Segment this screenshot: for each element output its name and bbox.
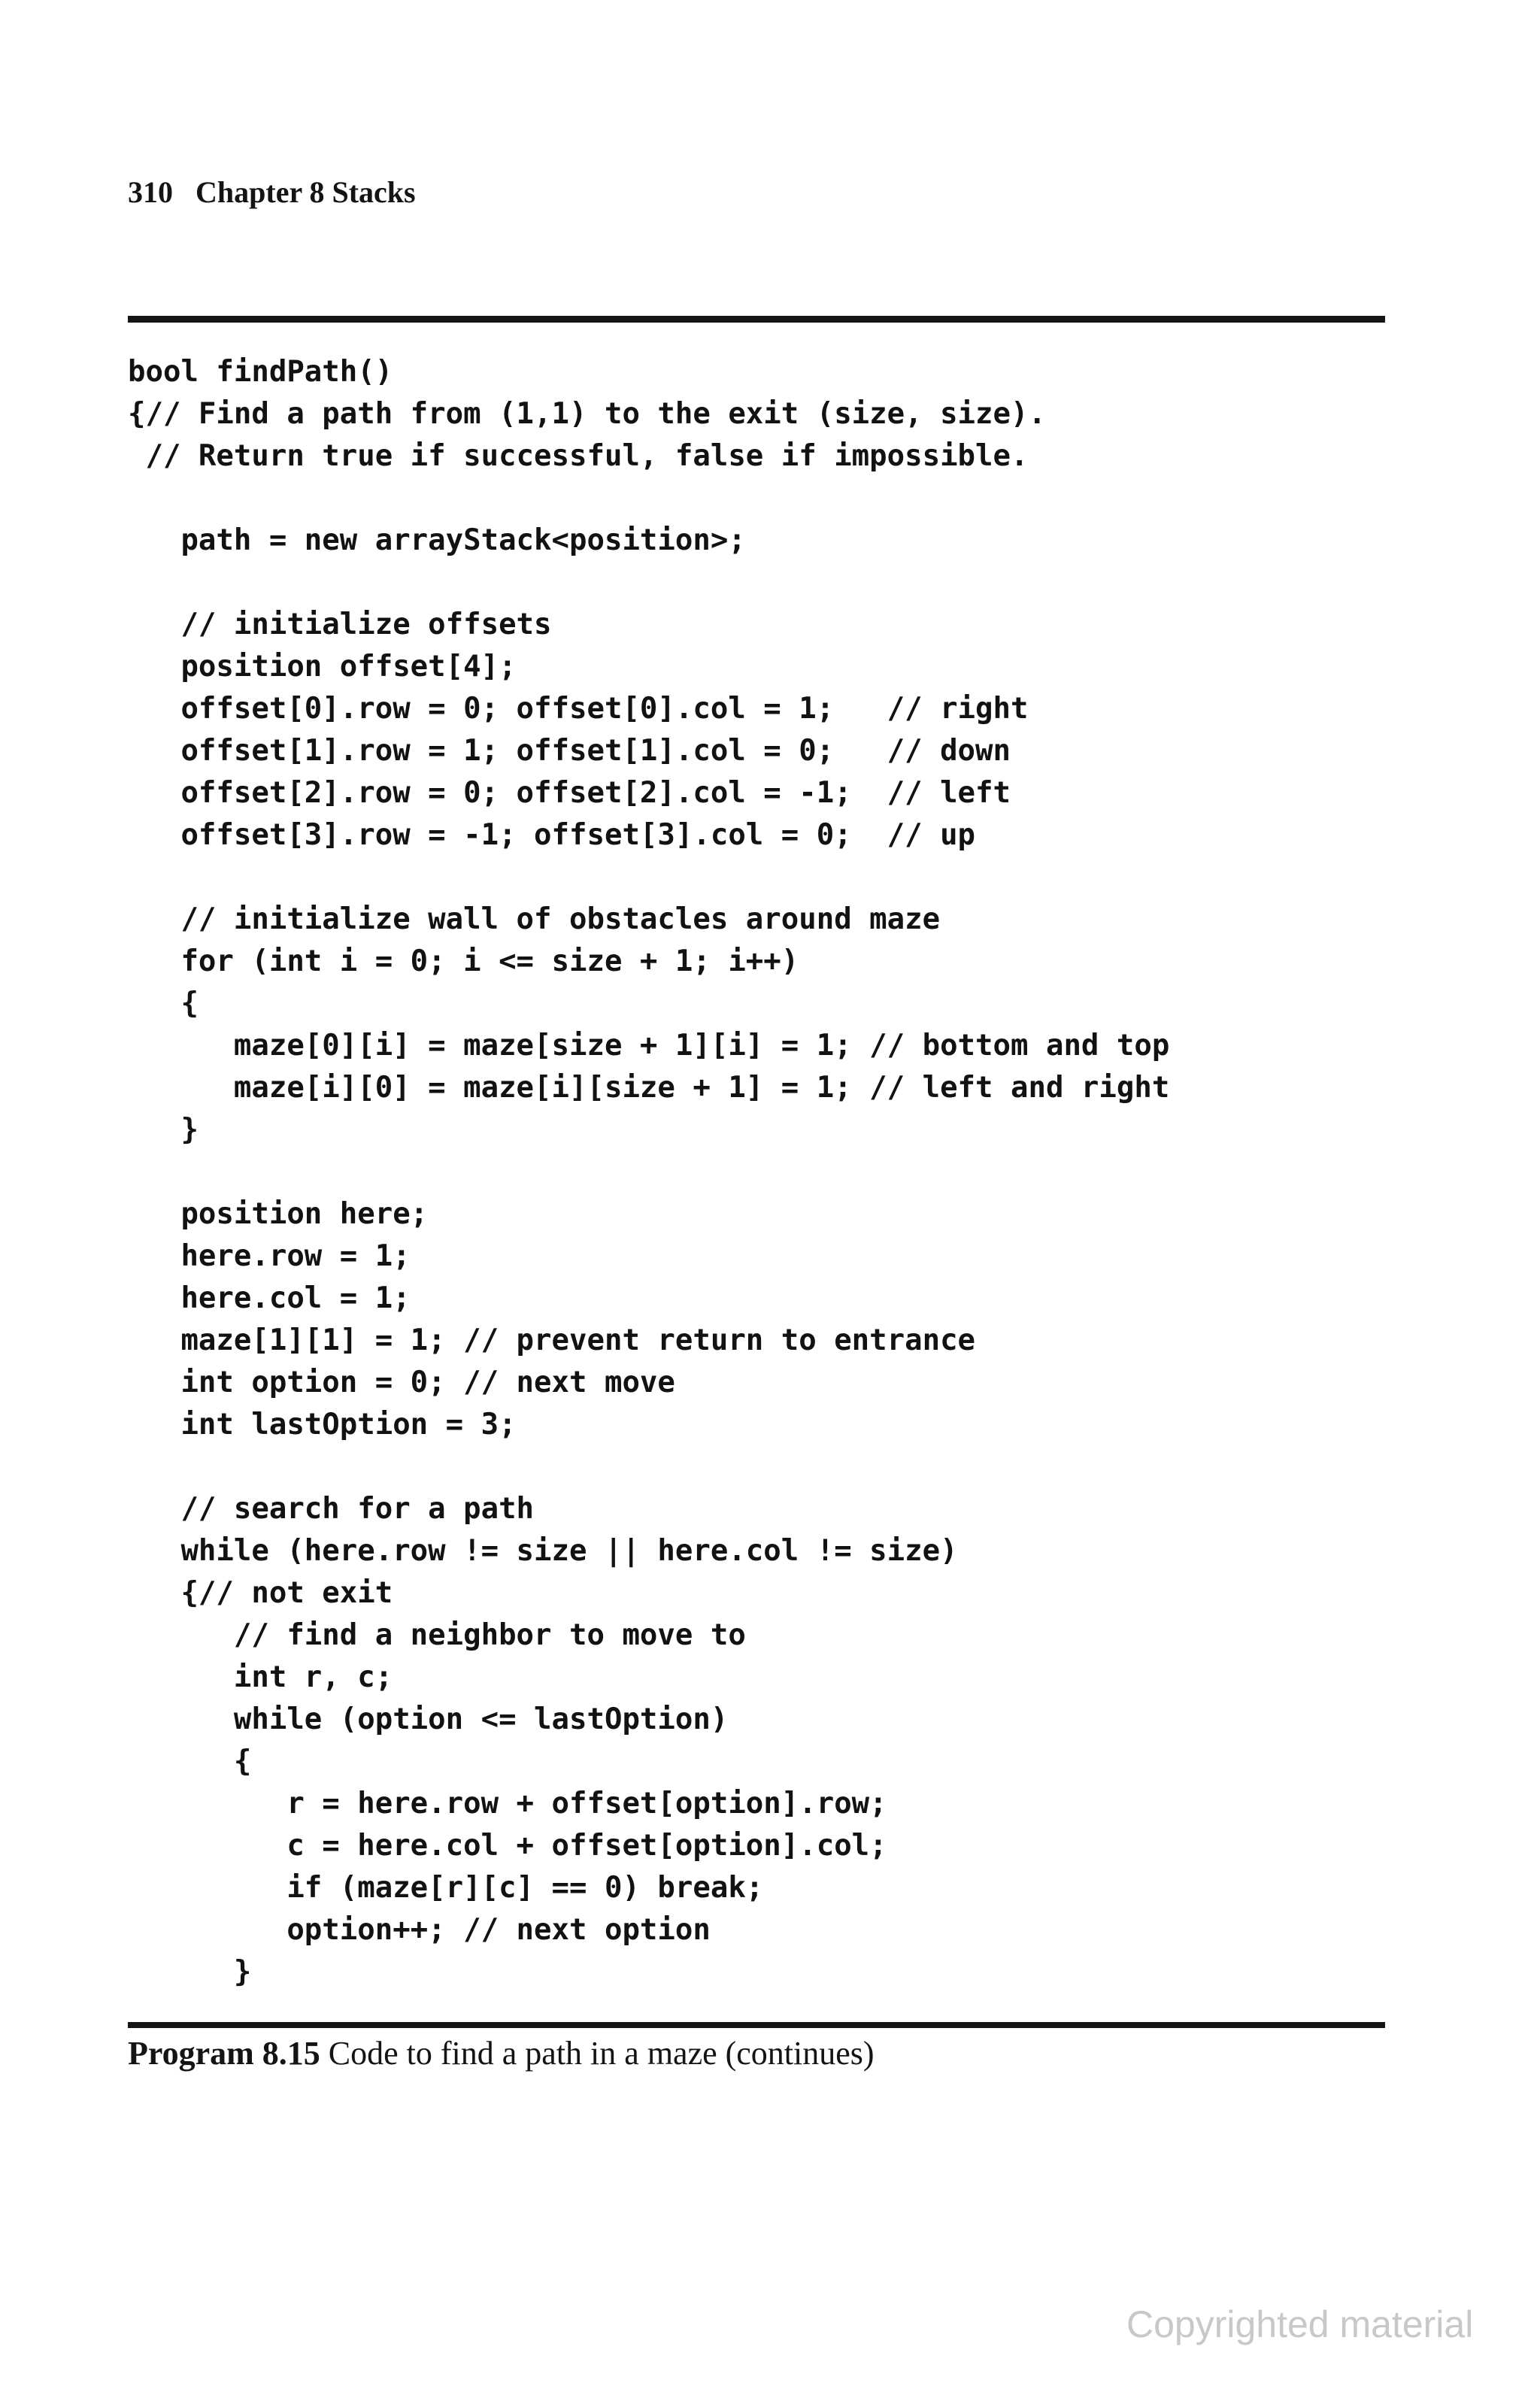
code-line: for (int i = 0; i <= size + 1; i++) — [128, 944, 799, 978]
code-listing — [128, 351, 1169, 1993]
page-header — [128, 174, 416, 210]
code-line: } — [128, 1113, 199, 1147]
code-line: // Return true if successful, false if impossible. — [128, 439, 1029, 473]
caption-text: Code to find a path in a maze (continues) — [320, 2035, 875, 2072]
code-line: } — [128, 1955, 252, 1989]
code-line: maze[i][0] = maze[i][size + 1] = 1; // left and right — [128, 1071, 1170, 1105]
bottom-rule — [128, 2022, 1385, 2028]
code-line: path = new arrayStack<position>; — [128, 523, 746, 557]
code-line: if (maze[r][c] == 0) break; — [128, 1871, 764, 1905]
code-line: while (here.row != size || here.col != size) — [128, 1534, 958, 1568]
code-line: int option = 0; // next move — [128, 1366, 675, 1399]
code-line: { — [128, 1745, 252, 1778]
code-line: {// not exit — [128, 1576, 393, 1610]
code-line — [128, 477, 1169, 520]
code-line — [128, 1446, 1169, 1488]
code-line: {// Find a path from (1,1) to the exit (size, size). — [128, 397, 1046, 431]
running-head-title: Chapter 8 Stacks — [196, 175, 416, 209]
code-line: int lastOption = 3; — [128, 1408, 517, 1442]
code-line: maze[0][i] = maze[size + 1][i] = 1; // bottom and top — [128, 1029, 1170, 1063]
caption-label: Program 8.15 — [128, 2035, 320, 2072]
code-line: // search for a path — [128, 1492, 535, 1526]
code-line: here.col = 1; — [128, 1281, 411, 1315]
top-rule — [128, 316, 1385, 323]
code-line: while (option <= lastOption) — [128, 1702, 729, 1736]
code-line: maze[1][1] = 1; // prevent return to entrance — [128, 1323, 976, 1357]
code-line: // find a neighbor to move to — [128, 1618, 746, 1652]
code-line: { — [128, 987, 199, 1020]
page-number: 310 — [128, 175, 173, 209]
code-line: c = here.col + offset[option].col; — [128, 1829, 887, 1863]
code-line — [128, 1151, 1169, 1193]
code-line: // initialize offsets — [128, 608, 552, 641]
code-line: // initialize wall of obstacles around maze — [128, 902, 941, 936]
code-line: int r, c; — [128, 1660, 393, 1694]
code-line: position here; — [128, 1197, 429, 1231]
code-line: offset[0].row = 0; offset[0].col = 1; // right — [128, 692, 1029, 726]
code-line: offset[3].row = -1; offset[3].col = 0; // up — [128, 818, 976, 852]
program-caption — [128, 2034, 875, 2072]
code-line: bool findPath() — [128, 355, 393, 389]
code-line — [128, 562, 1169, 604]
code-line: offset[1].row = 1; offset[1].col = 0; // down — [128, 734, 1011, 768]
code-line: r = here.row + offset[option].row; — [128, 1787, 887, 1821]
code-line: option++; // next option — [128, 1913, 711, 1947]
copyright-watermark: Copyrighted material — [1126, 2303, 1474, 2345]
code-line: here.row = 1; — [128, 1239, 411, 1273]
code-line: offset[2].row = 0; offset[2].col = -1; // left — [128, 776, 1011, 810]
code-line: position offset[4]; — [128, 650, 517, 684]
code-line — [128, 856, 1169, 899]
